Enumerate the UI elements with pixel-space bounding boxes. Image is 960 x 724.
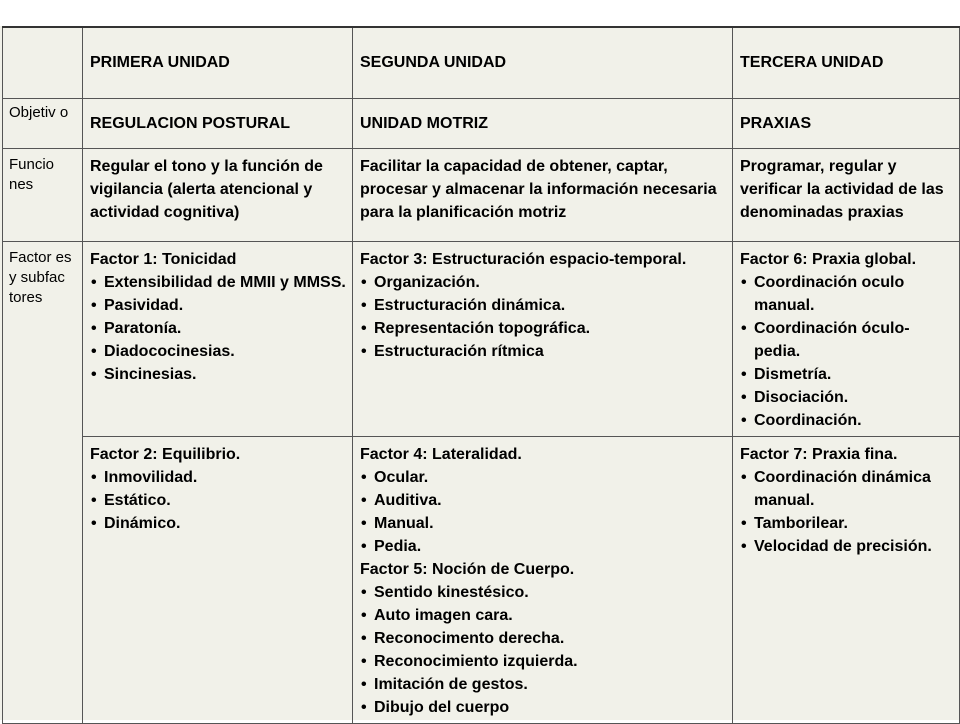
list-item: • Auto imagen cara. bbox=[360, 604, 726, 627]
list-item: • Organización. bbox=[360, 271, 726, 294]
factor-3-cell bbox=[353, 242, 733, 437]
list-item: • Paratonía. bbox=[90, 317, 346, 340]
funciones-row bbox=[3, 149, 960, 242]
list-item: • Ocular. bbox=[360, 466, 726, 489]
header-tercera-unidad: TERCERA UNIDAD bbox=[733, 27, 960, 99]
objetivo-tercera: PRAXIAS bbox=[733, 99, 960, 149]
list-item: • Auditiva. bbox=[360, 489, 726, 512]
factor-7-list bbox=[740, 466, 953, 558]
list-item: • Inmovilidad. bbox=[90, 466, 346, 489]
factor-4-5-cell bbox=[353, 437, 733, 724]
list-item: • Coordinación óculo-pedia. bbox=[740, 317, 953, 363]
factor-5-title: Factor 5: Noción de Cuerpo. bbox=[360, 561, 575, 578]
list-item: • Dismetría. bbox=[740, 363, 953, 386]
factor-7-cell bbox=[733, 437, 960, 724]
funciones-segunda: Facilitar la capacidad de obtener, captar, procesar y almacenar la información necesaria para la planificación motriz bbox=[353, 149, 733, 242]
objetivo-primera: REGULACION POSTURAL bbox=[83, 99, 353, 149]
row-label-funciones: Funcio nes bbox=[3, 149, 83, 242]
list-item: • Velocidad de precisión. bbox=[740, 535, 953, 558]
list-item: • Estructuración dinámica. bbox=[360, 294, 726, 317]
list-item: • Extensibilidad de MMII y MMSS. bbox=[90, 271, 346, 294]
funciones-tercera: Programar, regular y verificar la actividad de las denominadas praxias bbox=[733, 149, 960, 242]
list-item: • Reconocimento derecha. bbox=[360, 627, 726, 650]
list-item: • Tamborilear. bbox=[740, 512, 953, 535]
list-item: • Coordinación dinámica manual. bbox=[740, 466, 953, 512]
funciones-primera: Regular el tono y la función de vigilancia (alerta atencional y actividad cognitiva) bbox=[83, 149, 353, 242]
factor-2-list bbox=[90, 466, 346, 535]
factor-6-list bbox=[740, 271, 953, 432]
factor-1-list bbox=[90, 271, 346, 386]
list-item: • Imitación de gestos. bbox=[360, 673, 726, 696]
header-segunda-unidad: SEGUNDA UNIDAD bbox=[353, 27, 733, 99]
list-item: • Diadococinesias. bbox=[90, 340, 346, 363]
factor-2-cell bbox=[83, 437, 353, 724]
list-item: • Estructuración rítmica bbox=[360, 340, 726, 363]
list-item: • Coordinación. bbox=[740, 409, 953, 432]
list-item: • Dibujo del cuerpo bbox=[360, 696, 726, 719]
factores-row-1 bbox=[3, 242, 960, 437]
row-label-factores: Factor es y subfac tores bbox=[3, 242, 83, 724]
objetivo-segunda: UNIDAD MOTRIZ bbox=[353, 99, 733, 149]
top-margin bbox=[0, 0, 960, 26]
row-label-objetivo: Objetiv o bbox=[3, 99, 83, 149]
list-item: • Coordinación oculo manual. bbox=[740, 271, 953, 317]
factor-6-title: Factor 6: Praxia global. bbox=[740, 251, 917, 268]
list-item: • Pasividad. bbox=[90, 294, 346, 317]
factor-1-title: Factor 1: Tonicidad bbox=[90, 251, 237, 268]
factor-4-title: Factor 4: Lateralidad. bbox=[360, 446, 522, 463]
header-primera-unidad: PRIMERA UNIDAD bbox=[83, 27, 353, 99]
list-item: • Reconocimiento izquierda. bbox=[360, 650, 726, 673]
header-row bbox=[3, 27, 960, 99]
praxias-table bbox=[2, 26, 960, 724]
list-item: • Pedia. bbox=[360, 535, 726, 558]
factor-1-cell bbox=[83, 242, 353, 437]
list-item: • Sincinesias. bbox=[90, 363, 346, 386]
factor-6-cell bbox=[733, 242, 960, 437]
factor-3-list bbox=[360, 271, 726, 363]
factor-4-list bbox=[360, 466, 726, 558]
factor-3-title: Factor 3: Estructuración espacio-temporal. bbox=[360, 251, 687, 268]
factor-2-title: Factor 2: Equilibrio. bbox=[90, 446, 241, 463]
list-item: • Manual. bbox=[360, 512, 726, 535]
list-item: • Sentido kinestésico. bbox=[360, 581, 726, 604]
factor-5-list bbox=[360, 581, 726, 719]
list-item: • Dinámico. bbox=[90, 512, 346, 535]
factor-7-title: Factor 7: Praxia fina. bbox=[740, 446, 898, 463]
objetivo-row bbox=[3, 99, 960, 149]
header-corner-cell bbox=[3, 27, 83, 99]
factores-row-2 bbox=[3, 437, 960, 724]
list-item: • Estático. bbox=[90, 489, 346, 512]
list-item: • Disociación. bbox=[740, 386, 953, 409]
list-item: • Representación topográfica. bbox=[360, 317, 726, 340]
